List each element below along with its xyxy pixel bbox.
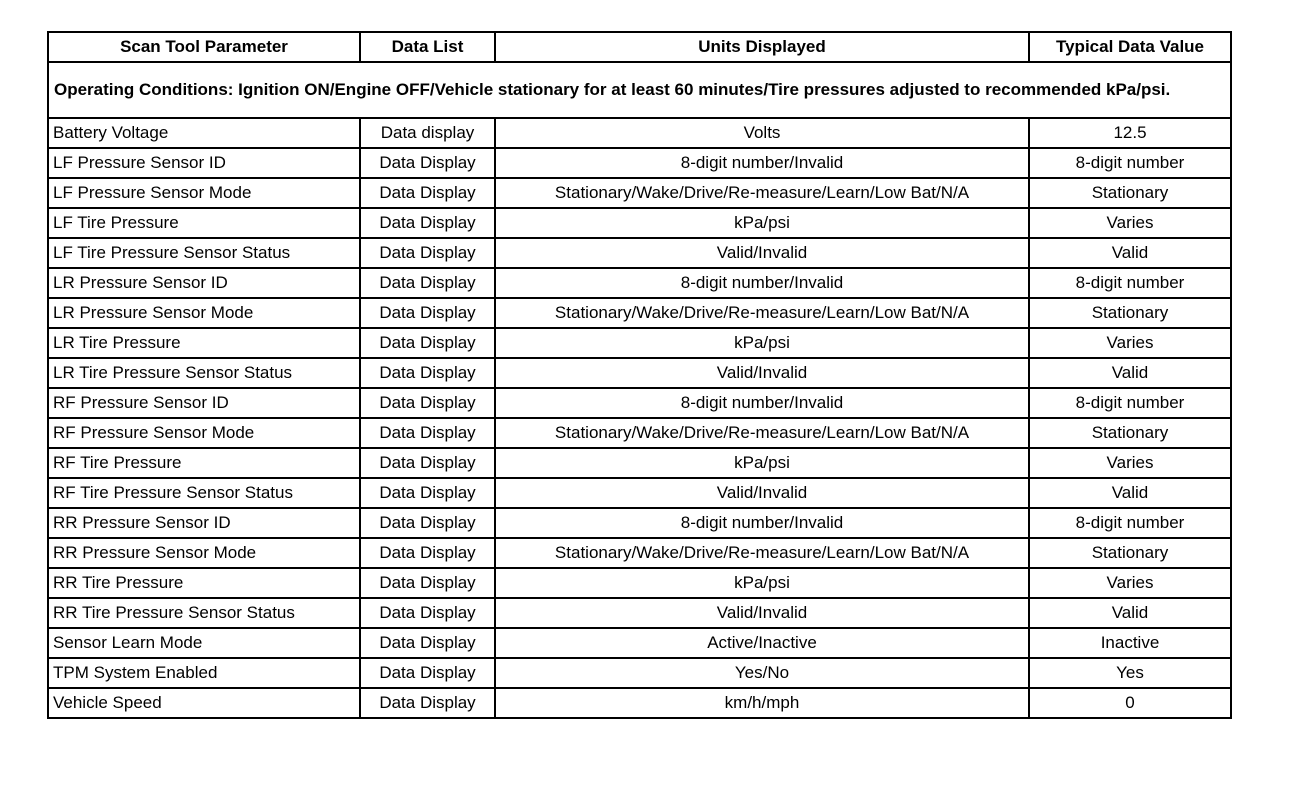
cell-data-list: Data Display (360, 418, 495, 448)
table-row (48, 688, 1231, 718)
cell-data-list: Data Display (360, 568, 495, 598)
cell-typical-value: Stationary (1029, 418, 1231, 448)
cell-data-list: Data Display (360, 508, 495, 538)
cell-units: Valid/Invalid (495, 478, 1029, 508)
table-row (48, 328, 1231, 358)
cell-typical-value: 8-digit number (1029, 508, 1231, 538)
cell-typical-value: Valid (1029, 238, 1231, 268)
operating-conditions: Operating Conditions: Ignition ON/Engine OFF/Vehicle stationary for at least 60 minutes/Tire pressures adjusted to recommended kPa/psi. (48, 62, 1231, 118)
cell-data-list: Data Display (360, 298, 495, 328)
cell-typical-value: Varies (1029, 328, 1231, 358)
cell-parameter: LF Pressure Sensor ID (48, 148, 360, 178)
cell-parameter: TPM System Enabled (48, 658, 360, 688)
table-row (48, 478, 1231, 508)
cell-parameter: LF Tire Pressure Sensor Status (48, 238, 360, 268)
cell-units: Stationary/Wake/Drive/Re-measure/Learn/Low Bat/N/A (495, 178, 1029, 208)
cell-data-list: Data display (360, 118, 495, 148)
header-data-list: Data List (360, 32, 495, 62)
table-row (48, 208, 1231, 238)
cell-typical-value: 12.5 (1029, 118, 1231, 148)
table-row (48, 418, 1231, 448)
cell-parameter: RR Pressure Sensor ID (48, 508, 360, 538)
cell-units: kPa/psi (495, 328, 1029, 358)
cell-typical-value: Yes (1029, 658, 1231, 688)
cell-typical-value: 8-digit number (1029, 268, 1231, 298)
cell-parameter: RF Pressure Sensor Mode (48, 418, 360, 448)
table-row (48, 298, 1231, 328)
table-row (48, 118, 1231, 148)
cell-units: 8-digit number/Invalid (495, 388, 1029, 418)
cell-typical-value: 0 (1029, 688, 1231, 718)
cell-parameter: Battery Voltage (48, 118, 360, 148)
cell-parameter: LF Tire Pressure (48, 208, 360, 238)
cell-units: Stationary/Wake/Drive/Re-measure/Learn/Low Bat/N/A (495, 298, 1029, 328)
cell-data-list: Data Display (360, 268, 495, 298)
cell-data-list: Data Display (360, 148, 495, 178)
cell-data-list: Data Display (360, 598, 495, 628)
cell-units: Yes/No (495, 658, 1029, 688)
cell-parameter: Sensor Learn Mode (48, 628, 360, 658)
cell-data-list: Data Display (360, 538, 495, 568)
cell-data-list: Data Display (360, 388, 495, 418)
cell-units: 8-digit number/Invalid (495, 268, 1029, 298)
cell-units: Volts (495, 118, 1029, 148)
cell-data-list: Data Display (360, 328, 495, 358)
table-row (48, 658, 1231, 688)
cell-parameter: RR Tire Pressure Sensor Status (48, 598, 360, 628)
cell-data-list: Data Display (360, 628, 495, 658)
header-scan-tool-parameter: Scan Tool Parameter (48, 32, 360, 62)
cell-typical-value: Stationary (1029, 298, 1231, 328)
table-row (48, 388, 1231, 418)
table-row (48, 448, 1231, 478)
table-row (48, 508, 1231, 538)
cell-typical-value: Inactive (1029, 628, 1231, 658)
cell-parameter: Vehicle Speed (48, 688, 360, 718)
cell-units: Stationary/Wake/Drive/Re-measure/Learn/Low Bat/N/A (495, 418, 1029, 448)
header-typical-data-value: Typical Data Value (1029, 32, 1231, 62)
cell-data-list: Data Display (360, 358, 495, 388)
cell-data-list: Data Display (360, 208, 495, 238)
cell-units: Active/Inactive (495, 628, 1029, 658)
cell-units: km/h/mph (495, 688, 1029, 718)
table-row (48, 358, 1231, 388)
cell-parameter: LR Pressure Sensor ID (48, 268, 360, 298)
cell-units: kPa/psi (495, 208, 1029, 238)
cell-parameter: RF Tire Pressure (48, 448, 360, 478)
cell-parameter: RF Pressure Sensor ID (48, 388, 360, 418)
cell-data-list: Data Display (360, 178, 495, 208)
cell-typical-value: Stationary (1029, 538, 1231, 568)
table-row (48, 238, 1231, 268)
table-row (48, 628, 1231, 658)
table-header-row (48, 32, 1231, 62)
cell-parameter: RR Tire Pressure (48, 568, 360, 598)
cell-units: Valid/Invalid (495, 238, 1029, 268)
table-row (48, 268, 1231, 298)
header-units-displayed: Units Displayed (495, 32, 1029, 62)
cell-parameter: LR Pressure Sensor Mode (48, 298, 360, 328)
table-row (48, 148, 1231, 178)
cell-units: Stationary/Wake/Drive/Re-measure/Learn/Low Bat/N/A (495, 538, 1029, 568)
cell-data-list: Data Display (360, 448, 495, 478)
table-row (48, 178, 1231, 208)
cell-typical-value: 8-digit number (1029, 148, 1231, 178)
cell-parameter: RF Tire Pressure Sensor Status (48, 478, 360, 508)
cell-typical-value: 8-digit number (1029, 388, 1231, 418)
operating-conditions-row (48, 62, 1231, 118)
cell-parameter: LF Pressure Sensor Mode (48, 178, 360, 208)
cell-data-list: Data Display (360, 478, 495, 508)
cell-units: 8-digit number/Invalid (495, 508, 1029, 538)
cell-typical-value: Varies (1029, 568, 1231, 598)
cell-data-list: Data Display (360, 658, 495, 688)
cell-units: kPa/psi (495, 568, 1029, 598)
cell-parameter: RR Pressure Sensor Mode (48, 538, 360, 568)
scan-tool-data-table (47, 31, 1232, 719)
cell-typical-value: Varies (1029, 208, 1231, 238)
cell-typical-value: Valid (1029, 358, 1231, 388)
cell-typical-value: Valid (1029, 598, 1231, 628)
table-row (48, 538, 1231, 568)
cell-typical-value: Valid (1029, 478, 1231, 508)
table-row (48, 598, 1231, 628)
cell-units: Valid/Invalid (495, 598, 1029, 628)
cell-data-list: Data Display (360, 688, 495, 718)
cell-units: kPa/psi (495, 448, 1029, 478)
cell-units: 8-digit number/Invalid (495, 148, 1029, 178)
cell-typical-value: Varies (1029, 448, 1231, 478)
cell-typical-value: Stationary (1029, 178, 1231, 208)
table-row (48, 568, 1231, 598)
cell-data-list: Data Display (360, 238, 495, 268)
cell-units: Valid/Invalid (495, 358, 1029, 388)
cell-parameter: LR Tire Pressure Sensor Status (48, 358, 360, 388)
cell-parameter: LR Tire Pressure (48, 328, 360, 358)
